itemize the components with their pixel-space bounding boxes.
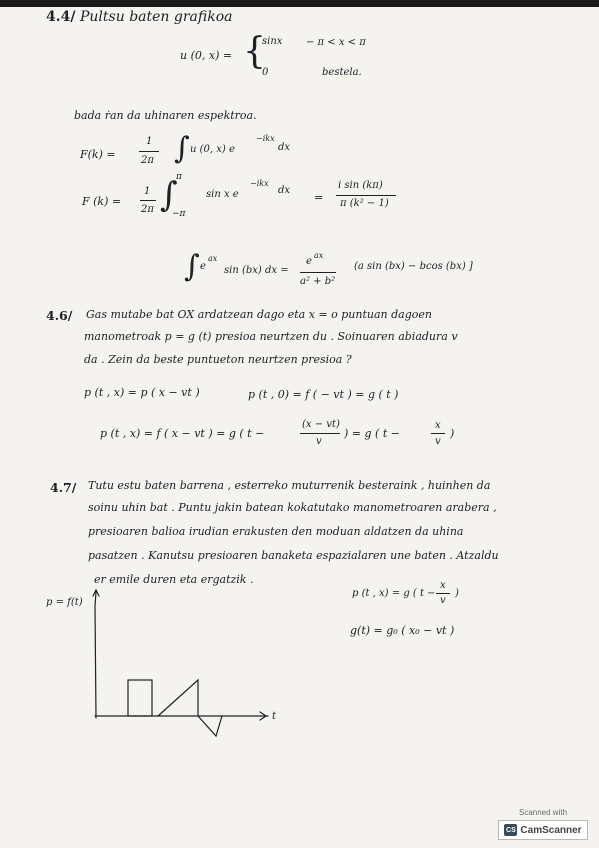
problem-46-eq2-denominator: v (316, 436, 322, 447)
camscanner-brand-name: CamScanner (520, 824, 582, 836)
problem-46-line1: Gas mutabe bat OX ardatzean dago eta x = o puntuan dagoen (86, 308, 432, 321)
problem-46-line2: manometroak p = g (t) presioa neurtzen du . Soinuaren abiadura v (84, 330, 458, 343)
problem-47-eq1-end: ) (455, 588, 459, 599)
f2-fraction-denominator: 2π (141, 204, 154, 215)
problem-47-line5: er emile duren eta ergatzik . (94, 573, 254, 586)
f2-lhs: F (k) = (82, 195, 122, 208)
case2-expression: 0 (262, 67, 269, 78)
identity-lhs-base: e (200, 261, 206, 272)
f2-dx: dx (278, 185, 291, 196)
problem-46-eq2-denominator2: v (435, 436, 441, 447)
case1-expression: sinx (262, 36, 283, 47)
f1-fraction-denominator: 2π (141, 155, 154, 166)
f2-fraction-numerator: 1 (144, 186, 151, 197)
problem-46-eq1-b: p (t , 0) = f ( − vt ) = g ( t ) (248, 388, 399, 401)
problem-46-eq2-numerator: (x − vt) (302, 419, 340, 430)
case2-condition: bestela. (322, 67, 362, 78)
problem-46-line3: da . Zein da beste puntueton neurtzen presioa ? (84, 353, 352, 366)
problem-47-line2: soinu uhin bat . Puntu jakin batean kokatutako manometroaren arabera , (88, 501, 497, 514)
identity-fraction-denominator: a² + b² (300, 276, 336, 287)
f2-exponent: −ikx (250, 179, 269, 188)
camscanner-watermark (498, 808, 588, 842)
graph-x-label: t (272, 711, 277, 722)
problem-46-eq1-a: p (t , x) = p ( x − vt ) (84, 386, 200, 399)
problem-47-line3: presioaren balioa irudian erakusten den moduan aldatzen da uhina (88, 525, 464, 538)
problem-46-eq2-lhs: p (t , x) = f ( x − vt ) = g ( t − (100, 427, 265, 440)
f1-integral-sign: ∫ (174, 131, 190, 166)
f2-result-numerator: i sin (kπ) (338, 180, 383, 191)
graph-rectangle-pulse (128, 680, 152, 716)
f2-equals: = (314, 191, 324, 204)
f2-result-denominator: π (k² − 1) (340, 198, 389, 209)
graph-triangle-lower (198, 716, 222, 736)
u-definition-lhs: u (0, x) = (180, 49, 233, 62)
f1-fraction-numerator: 1 (146, 136, 153, 147)
graph-y-label: p = f(t) (46, 597, 83, 608)
problem-44-number: 4.4/ (46, 9, 76, 25)
problem-47-eq1-lhs: p (t , x) = g ( t − (352, 588, 436, 599)
problem-46-number: 4.6/ (46, 308, 73, 323)
f2-lower-limit: −π (172, 209, 186, 219)
identity-fraction-numerator-base: e (306, 256, 312, 267)
case1-condition: − π < x < π (306, 37, 366, 48)
problem-47-eq1-numerator: x (440, 580, 446, 591)
identity-lhs-rest: sin (bx) dx = (224, 265, 289, 276)
identity-fraction-numerator-exponent: ax (314, 251, 324, 260)
problem-47-line1: Tutu estu baten barrena , esterreko muturrenik besteraink , huinhen da (88, 479, 491, 492)
problem-46-eq2-numerator2: x (435, 420, 441, 431)
f1-exponent: −ikx (256, 134, 275, 143)
f1-integrand: u (0, x) e (190, 144, 235, 155)
f2-upper-limit: π (176, 172, 182, 182)
problem-47-line4: pasatzen . Kanutsu presioaren banaketa espazialaren une baten . Atzaldu (88, 549, 499, 562)
piecewise-brace: { (243, 31, 266, 72)
f1-lhs: F(k) = (80, 148, 116, 161)
problem-46-eq2-end: ) (450, 427, 455, 440)
f2-integral-sign: ∫ (160, 175, 178, 215)
problem-44-heading: Pultsu baten grafikoa (80, 9, 233, 25)
problem-47-eq1-denominator: v (440, 595, 446, 606)
f2-integrand: sin x e (206, 189, 239, 200)
identity-rhs: (a sin (bx) − bcos (bx) ] (354, 261, 473, 272)
identity-lhs-exponent: ax (208, 254, 218, 263)
identity-integral-sign: ∫ (184, 249, 200, 284)
f1-dx: dx (278, 142, 291, 153)
problem-47-eq2: g(t) = g₀ ( x₀ − vt ) (350, 624, 455, 637)
problem-46-eq2-mid: ) = g ( t − (344, 427, 400, 440)
camscanner-brand-box (498, 820, 588, 840)
graph-y-axis (95, 592, 96, 718)
graph-triangle-upper (158, 680, 198, 716)
problem-47-number: 4.7/ (50, 480, 77, 495)
spectrum-sentence: bada ṙan da uhinaren espektroa. (74, 109, 257, 122)
scanned-with-label: Scanned with (518, 808, 568, 817)
camscanner-logo-icon: CS (504, 824, 517, 836)
